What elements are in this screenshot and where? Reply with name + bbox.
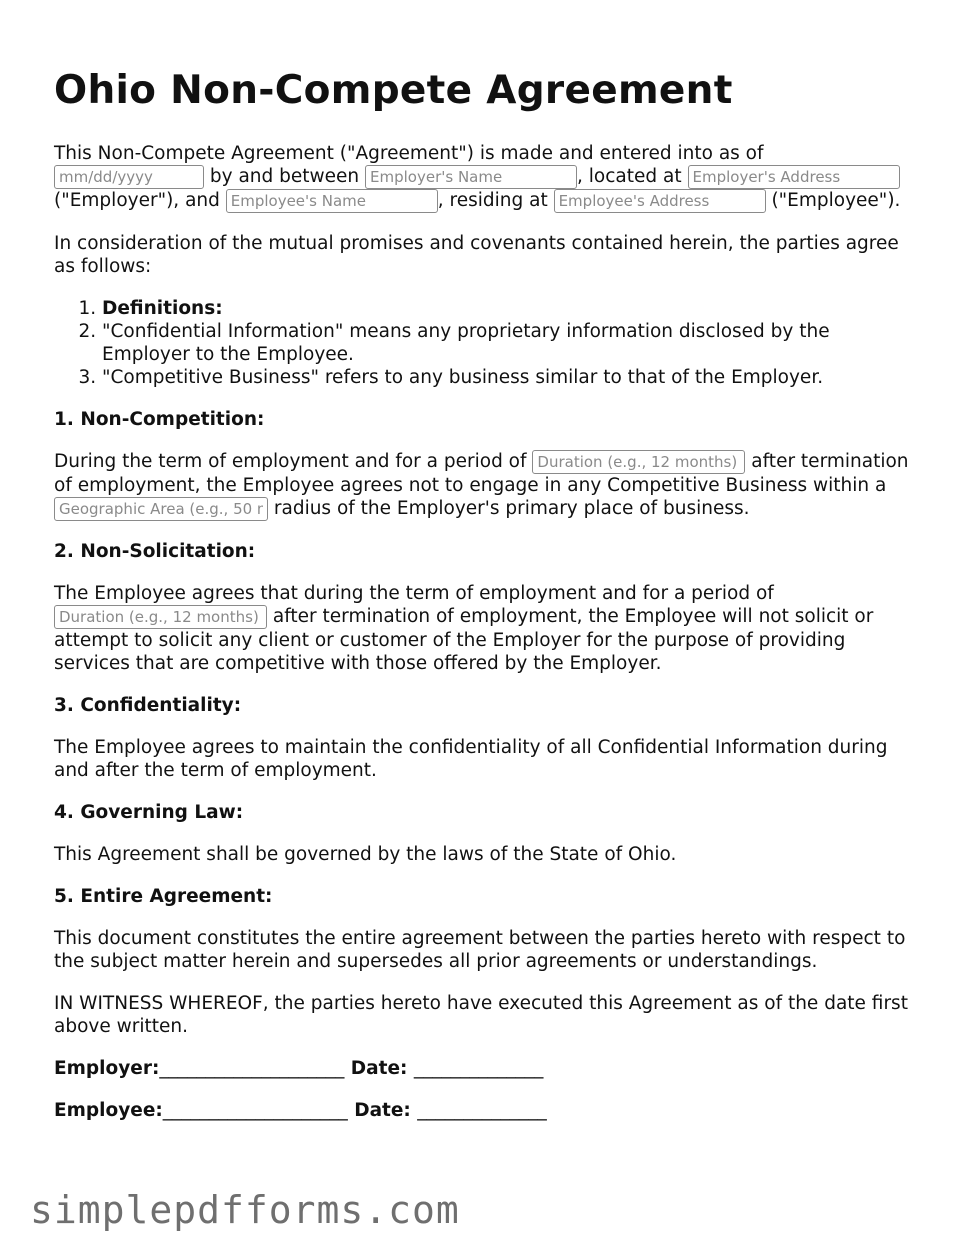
employee-signature-label: Employee:: [54, 1100, 163, 1121]
list-item: 2. "Confidential Information" means any proprietary information disclosed by the Employer to the Employee.: [102, 320, 914, 366]
document: [54, 68, 914, 1141]
page-title: Ohio Non-Compete Agreement: [54, 68, 733, 113]
definitions-heading: Definitions:: [102, 298, 223, 319]
geographic-area-field[interactable]: [54, 497, 268, 521]
employer-address-field[interactable]: [688, 165, 900, 189]
intro-text-2: by and between: [204, 166, 366, 187]
employee-signature-line: [54, 1099, 914, 1122]
non-solicitation-text-2: after termination of employment, the Employee will not solicit or attempt to solicit any client or customer of the Employer for the purpose of providing services that are competitive with those offered by the Employer.: [54, 606, 874, 674]
non-solicitation-text-1: The Employee agrees that during the term of employment and for a period of: [54, 583, 774, 604]
entire-agreement-heading: 5. Entire Agreement:: [54, 886, 273, 907]
non-solicit-duration-field[interactable]: [54, 605, 267, 629]
intro-text-1: This Non-Compete Agreement ("Agreement") is made and entered into as of: [54, 143, 764, 164]
non-competition-heading: 1. Non-Competition:: [54, 409, 265, 430]
non-competition-text-1: During the term of employment and for a period of: [54, 451, 533, 472]
consideration-paragraph: In consideration of the mutual promises and covenants contained herein, the parties agree as follows:: [54, 233, 899, 277]
entire-agreement-paragraph: This document constitutes the entire agreement between the parties hereto with respect to the subject matter herein and supersedes all prior agreements or understandings.: [54, 928, 906, 972]
employer-signature-label: Employer:: [54, 1058, 160, 1079]
employee-date-blank: ______________: [417, 1100, 547, 1121]
employee-name-field[interactable]: [226, 189, 438, 213]
governing-law-heading: 4. Governing Law:: [54, 802, 244, 823]
governing-law-paragraph: This Agreement shall be governed by the laws of the State of Ohio.: [54, 844, 677, 865]
list-item: 3. "Competitive Business" refers to any business similar to that of the Employer.: [102, 366, 914, 389]
employer-date-label: Date:: [344, 1058, 414, 1079]
non-solicitation-paragraph: [54, 582, 914, 675]
site-watermark: simplepdfforms.com: [30, 1188, 460, 1232]
non-competition-text-2: after termination of employment, the Employee agrees not to engage in any Competitive Business within a: [54, 451, 909, 496]
agreement-date-field[interactable]: [54, 165, 204, 189]
intro-paragraph: [54, 142, 914, 213]
intro-text-5: , residing at: [437, 190, 554, 211]
employee-address-field[interactable]: [554, 189, 766, 213]
employer-signature-blank: ____________________: [159, 1058, 345, 1079]
confidentiality-paragraph: The Employee agrees to maintain the confidentiality of all Confidential Information during and after the term of employment.: [54, 737, 888, 781]
non-competition-paragraph: [54, 450, 914, 521]
non-compete-duration-field[interactable]: [532, 450, 745, 474]
confidentiality-heading: 3. Confidentiality:: [54, 695, 242, 716]
intro-text-6: ("Employee").: [765, 190, 901, 211]
definitions-list: [54, 297, 914, 389]
employer-date-blank: ______________: [413, 1058, 544, 1079]
employer-signature-line: [54, 1057, 914, 1080]
list-item: [102, 297, 914, 320]
employee-signature-blank: ____________________: [162, 1100, 348, 1121]
employee-date-label: Date:: [347, 1100, 418, 1121]
employer-name-field[interactable]: [365, 165, 577, 189]
intro-text-3: , located at: [577, 166, 688, 187]
non-competition-text-3: radius of the Employer's primary place of business.: [268, 498, 750, 519]
witness-paragraph: IN WITNESS WHEREOF, the parties hereto have executed this Agreement as of the date first above written.: [54, 993, 908, 1037]
non-solicitation-heading: 2. Non-Solicitation:: [54, 541, 256, 562]
intro-text-4: ("Employer"), and: [54, 190, 226, 211]
